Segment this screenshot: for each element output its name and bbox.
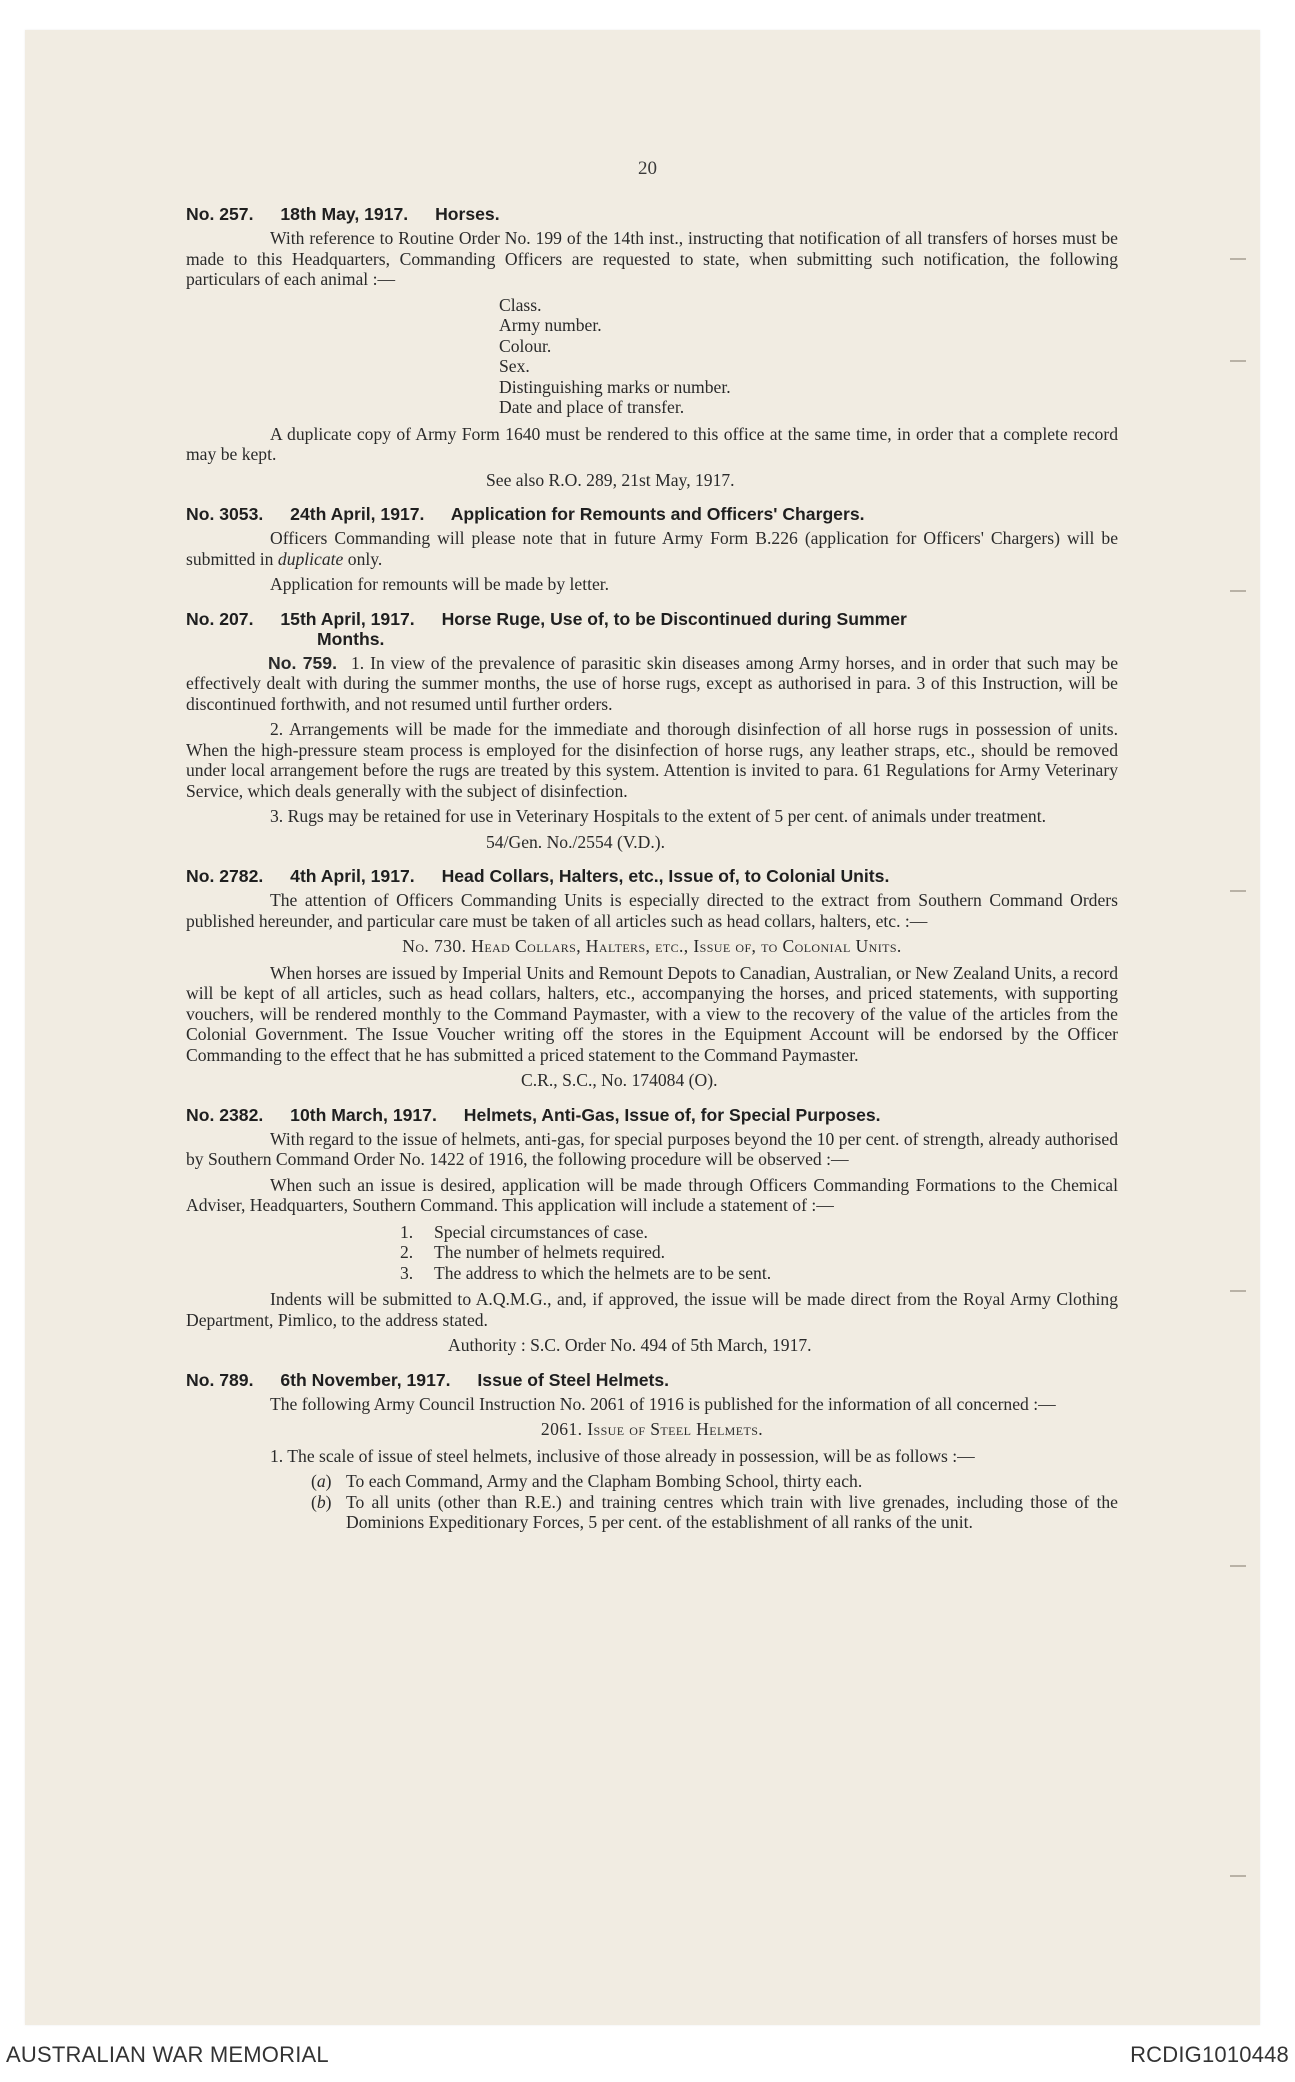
paper-edge-mark	[1230, 1875, 1246, 1877]
order-title: Helmets, Anti-Gas, Issue of, for Special Purposes.	[463, 1104, 881, 1125]
paragraph	[186, 528, 1118, 569]
order-number: No. 2782.	[186, 866, 264, 886]
list-item-text: Special circumstances of case.	[434, 1221, 648, 1242]
section-heading	[186, 866, 1118, 886]
order-title: Application for Remounts and Officers' Chargers.	[450, 504, 865, 524]
section-heading	[186, 609, 1118, 649]
file-reference: 54/Gen. No./2554 (V.D.).	[486, 831, 666, 852]
document-body	[186, 204, 1118, 1547]
order-date: 4th April, 1917.	[290, 866, 415, 886]
list-item	[311, 1471, 1118, 1492]
section-heading	[186, 1370, 1118, 1390]
paragraph: 1. The scale of issue of steel helmets, inclusive of those already in possession, will be as follows :—	[270, 1445, 975, 1466]
order-title: Issue of Steel Helmets.	[477, 1369, 670, 1390]
paragraph: 2. Arrangements will be made for the immediate and thorough disinfection of all horse rugs in possession of units. When the high-pressure steam process is employed for the disinfection of horse rugs, any leather straps, etc., should be removed under local arrangement before the rugs are treated by this system. Attention is invited to para. 61 Regulations for Army Veterinary Service, which deals generally with the subject of disinfection.	[186, 719, 1118, 801]
paper-edge-mark	[1230, 590, 1246, 592]
footer-identifier: RCDIG1010448	[1130, 2042, 1289, 2067]
list-item-text: To all units (other than R.E.) and training centres which train with live grenades, including those of the Dominions Expeditionary Forces, 5 per cent. of the establishment of all ranks of the unit.	[346, 1491, 1118, 1532]
list-item: Colour.	[499, 335, 552, 356]
paragraph: When such an issue is desired, application will be made through Officers Commanding Formations to the Chemical Adviser, Headquarters, Southern Command. This application will include a statement of :—	[186, 1174, 1118, 1215]
paragraph: 3. Rugs may be retained for use in Veterinary Hospitals to the extent of 5 per cent. of animals under treatment.	[270, 806, 1047, 826]
list-item-number: 2.	[400, 1242, 414, 1262]
item-letter: b	[316, 1491, 326, 1512]
order-number: No. 207.	[186, 608, 254, 629]
paragraph: With reference to Routine Order No. 199 of the 14th inst., instructing that notification of all transfers of horses must be made to this Headquarters, Commanding Officers are requested to state, when submitting such notification, the following particulars of each animal :—	[186, 228, 1118, 289]
list-item-number: 1.	[400, 1221, 414, 1242]
order-section-3053	[186, 504, 1118, 595]
paper-edge-mark	[1230, 1565, 1246, 1567]
order-section-2382	[186, 1105, 1118, 1356]
paragraph: With regard to the issue of helmets, anti-gas, for special purposes beyond the 10 per cent. of strength, already authorised by Southern Command Order No. 1422 of 1916, the following procedure will be observed :—	[186, 1128, 1118, 1169]
instruction-number: No. 759.	[268, 652, 337, 673]
sub-heading: 2061. Issue of Steel Helmets.	[540, 1419, 764, 1439]
paper-edge-mark	[1230, 360, 1246, 362]
list-item	[400, 1242, 1118, 1263]
list-item: Army number.	[499, 315, 602, 335]
order-title-continued: Months.	[317, 628, 385, 649]
item-label: (b)	[311, 1491, 332, 1512]
paper-edge-mark	[1230, 258, 1246, 260]
order-date: 10th March, 1917.	[290, 1104, 437, 1125]
particulars-list	[186, 295, 1118, 418]
list-item	[400, 1263, 1118, 1284]
list-item: Distinguishing marks or number.	[499, 376, 731, 397]
order-section-257	[186, 204, 1118, 490]
list-item-text: To each Command, Army and the Clapham Bombing School, thirty each.	[346, 1471, 863, 1491]
file-reference: C.R., S.C., No. 174084 (O).	[521, 1070, 718, 1090]
order-number: No. 3053.	[186, 504, 264, 524]
list-item: Class.	[499, 294, 542, 315]
paragraph: The attention of Officers Commanding Units is especially directed to the extract from Southern Command Orders published hereunder, and particular care must be taken of all articles such as head collars, halters, etc. :—	[186, 890, 1118, 931]
order-title: Head Collars, Halters, etc., Issue of, to Colonial Units.	[441, 866, 890, 886]
paper-edge-mark	[1230, 1290, 1246, 1292]
paragraph: A duplicate copy of Army Form 1640 must be rendered to this office at the same time, in order that a complete record may be kept.	[186, 423, 1118, 464]
order-title: Horses.	[435, 204, 500, 224]
list-item	[400, 1222, 1118, 1243]
order-section-789	[186, 1370, 1118, 1533]
list-item-text: The address to which the helmets are to be sent.	[434, 1262, 772, 1283]
sub-heading: No. 730. Head Collars, Halters, etc., Issue of, to Colonial Units.	[402, 936, 902, 956]
order-number: No. 2382.	[186, 1104, 264, 1125]
order-date: 18th May, 1917.	[280, 204, 409, 224]
order-date: 24th April, 1917.	[290, 504, 425, 524]
page-number: 20	[638, 158, 657, 179]
paper-edge-mark	[1230, 890, 1246, 892]
order-date: 15th April, 1917.	[280, 608, 415, 629]
text-run: Officers Commanding will please note that in future Army Form B.226 (application for Officers' Chargers) will be submitted in	[186, 528, 1118, 569]
order-date: 6th November, 1917.	[280, 1369, 451, 1390]
order-section-2782	[186, 866, 1118, 1091]
paragraph: When horses are issued by Imperial Units and Remount Depots to Canadian, Australian, or New Zealand Units, a record will be kept of all articles, such as head collars, halters, etc., accompanying the horses, and priced statements, with supporting vouchers, will be rendered monthly to the Command Paymaster, with a view to the recovery of the value of the articles from the Colonial Government. The Issue Voucher writing off the stores in the Equipment Account will be endorsed by the Officer Commanding to the effect that he has submitted a priced statement to the Command Paymaster.	[186, 962, 1118, 1065]
list-item-text: The number of helmets required.	[434, 1242, 666, 1262]
order-title: Horse Ruge, Use of, to be Discontinued during Summer	[441, 608, 907, 629]
statement-list	[186, 1222, 1118, 1284]
text-run: only.	[343, 548, 383, 569]
footer-institution: AUSTRALIAN WAR MEMORIAL	[6, 2042, 329, 2067]
paragraph: The following Army Council Instruction No. 2061 of 1916 is published for the information of all concerned :—	[270, 1393, 1056, 1414]
paragraph: Application for remounts will be made by letter.	[270, 574, 610, 594]
see-also-reference: See also R.O. 289, 21st May, 1917.	[486, 469, 735, 490]
order-section-207	[186, 609, 1118, 853]
order-number: No. 257.	[186, 204, 254, 224]
section-heading	[186, 504, 1118, 524]
item-letter: a	[316, 1471, 326, 1491]
sub-items-list	[186, 1471, 1118, 1533]
section-heading	[186, 1105, 1118, 1125]
list-item	[311, 1492, 1118, 1533]
list-item-number: 3.	[400, 1262, 414, 1283]
paragraph: Indents will be submitted to A.Q.M.G., and, if approved, the issue will be made direct from the Royal Army Clothing Department, Pimlico, to the address stated.	[186, 1289, 1118, 1330]
authority-reference: Authority : S.C. Order No. 494 of 5th March, 1917.	[448, 1335, 812, 1355]
paragraph	[186, 653, 1118, 715]
item-label: (a)	[311, 1471, 332, 1491]
order-number: No. 789.	[186, 1369, 254, 1390]
italic-text: duplicate	[277, 548, 344, 569]
text-run: 1. In view of the prevalence of parasitic skin diseases among Army horses, and in order that such may be effectively dealt with during the summer months, the use of horse rugs, except as authorised in para. 3 of this Instruction, will be discontinued forthwith, and not resumed until further orders.	[186, 652, 1118, 714]
list-item: Date and place of transfer.	[499, 397, 685, 417]
list-item: Sex.	[499, 356, 530, 376]
section-heading	[186, 204, 1118, 224]
